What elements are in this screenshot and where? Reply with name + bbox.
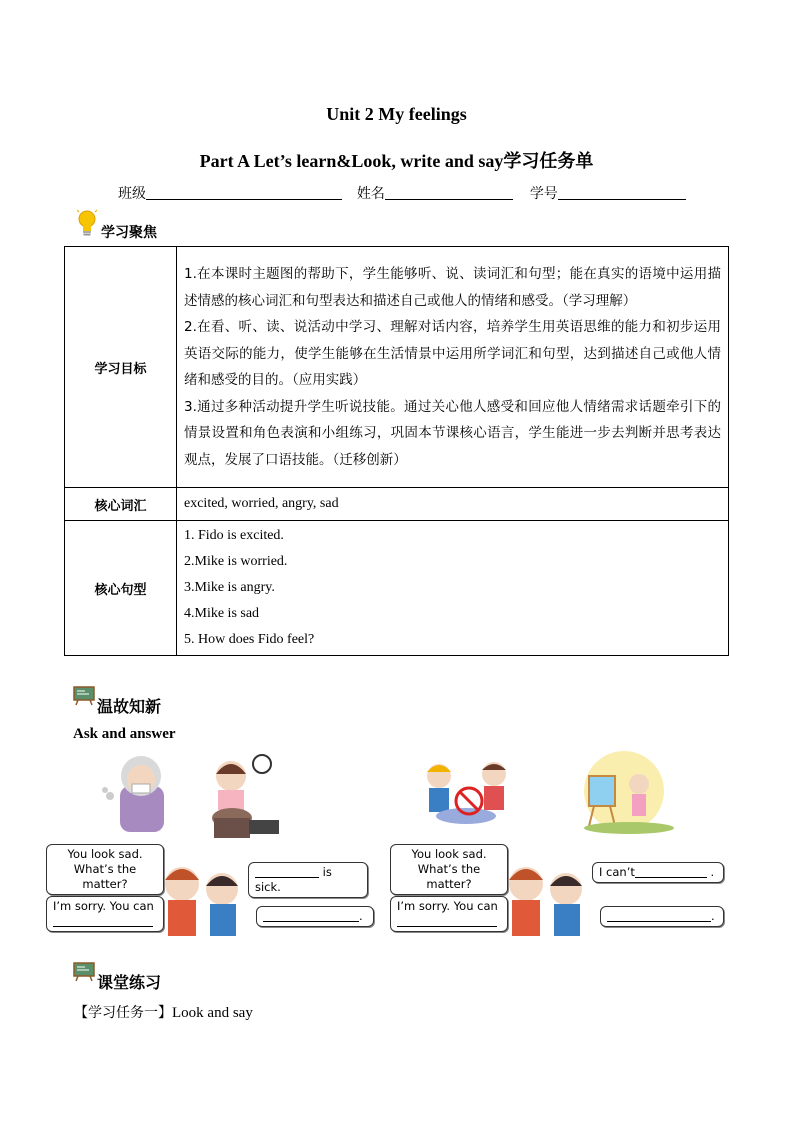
goal-item: 2.在看、听、读、说活动中学习、理解对话内容，培养学生用英语思维的能力和初步运用英语交际的能力，使学生能够在生活情景中运用所学词汇和句型，达到描述自己或他人情绪和感受的目的。（应用实践） xyxy=(184,319,721,388)
left-extra-bubble: . xyxy=(256,906,374,927)
sentences-content xyxy=(177,521,729,656)
left-question-bubble xyxy=(46,844,164,895)
number-blank[interactable] xyxy=(558,185,686,200)
two-boys-left-figure xyxy=(165,867,238,936)
student-info-line xyxy=(118,183,686,203)
name-label: 姓名 xyxy=(356,186,385,202)
ask-answer-heading: Ask and answer xyxy=(73,726,176,742)
learning-table xyxy=(64,246,729,656)
right-extra-bubble: . xyxy=(600,906,724,927)
sentence-item: 3.Mike is angry. xyxy=(184,580,275,595)
section-focus-heading: 学习聚焦 xyxy=(101,225,157,241)
girl-painting-figure xyxy=(584,751,674,834)
bubble-text: is sick. xyxy=(255,865,332,894)
task-one-line xyxy=(74,1002,253,1022)
task-one-label: 【学习任务一】 xyxy=(74,1005,172,1021)
girl-with-pot-figure xyxy=(212,755,279,838)
extra-blank[interactable] xyxy=(263,909,359,922)
table-row xyxy=(65,247,729,488)
goals-label: 学习目标 xyxy=(65,247,177,488)
kids-at-table-figure xyxy=(427,762,506,824)
grandma-figure xyxy=(102,756,164,832)
section-review-heading: 温故知新 xyxy=(97,697,162,716)
reply-blank[interactable] xyxy=(53,914,153,927)
extra-blank[interactable] xyxy=(607,909,711,922)
lightbulb-icon xyxy=(77,209,97,239)
blackboard-icon xyxy=(73,962,95,982)
bubble-text: I’m sorry. You can xyxy=(53,899,154,913)
goal-item: 3.通过多种活动提升学生听说技能。通过关心他人感受和回应他人情绪需求话题牵引下的情景设置和角色表演和小组练习，巩固本节课核心语言，学生能进一步去判断并思考表达观点，发展了口语技能。（迁移创新） xyxy=(184,398,721,468)
vocab-content: excited, worried, angry, sad xyxy=(177,488,729,521)
bubble-text: You look sad. xyxy=(411,847,487,861)
vocab-label: 核心词汇 xyxy=(65,488,177,521)
section-practice-heading: 课堂练习 xyxy=(97,973,162,992)
answer-blank[interactable] xyxy=(635,865,707,878)
class-label: 班级 xyxy=(118,186,146,202)
table-row xyxy=(65,488,729,521)
reply-blank[interactable] xyxy=(397,914,497,927)
page-subtitle: Part A Let’s learn&Look, write and say学习任务单 xyxy=(199,151,594,171)
sentences-label: 核心句型 xyxy=(65,521,177,656)
task-one-text: Look and say xyxy=(172,1005,253,1021)
number-label: 学号 xyxy=(529,186,558,202)
table-row xyxy=(65,521,729,656)
sentence-item: 2.Mike is worried. xyxy=(184,554,288,569)
bubble-text: I can’t xyxy=(599,865,635,879)
answer-blank[interactable] xyxy=(255,865,319,878)
name-blank[interactable] xyxy=(385,185,513,200)
page-title: Unit 2 My feelings xyxy=(326,104,467,124)
left-answer-bubble xyxy=(248,862,368,898)
sentence-item: 1. Fido is excited. xyxy=(184,528,284,543)
two-boys-right-figure xyxy=(509,867,582,936)
right-answer-bubble: I can’t . xyxy=(592,862,724,883)
bubble-text: What’s the matter? xyxy=(73,862,137,891)
left-reply-bubble xyxy=(46,896,164,932)
sentence-item: 4.Mike is sad xyxy=(184,606,260,621)
bubble-text: What’s the matter? xyxy=(417,862,481,891)
right-reply-bubble xyxy=(390,896,508,932)
ask-answer-illustration xyxy=(44,746,728,942)
blackboard-icon xyxy=(73,686,95,706)
bubble-text: You look sad. xyxy=(67,847,143,861)
goals-content xyxy=(177,247,729,488)
right-question-bubble xyxy=(390,844,508,895)
goal-item: 1.在本课时主题图的帮助下，学生能够听、说、读词汇和句型；能在真实的语境中运用描述情感的核心词汇和句型表达和描述自己或他人的情绪和感受。（学习理解） xyxy=(184,266,721,309)
class-blank[interactable] xyxy=(146,185,342,200)
bubble-text: I’m sorry. You can xyxy=(397,899,498,913)
sentence-item: 5. How does Fido feel? xyxy=(184,632,315,647)
